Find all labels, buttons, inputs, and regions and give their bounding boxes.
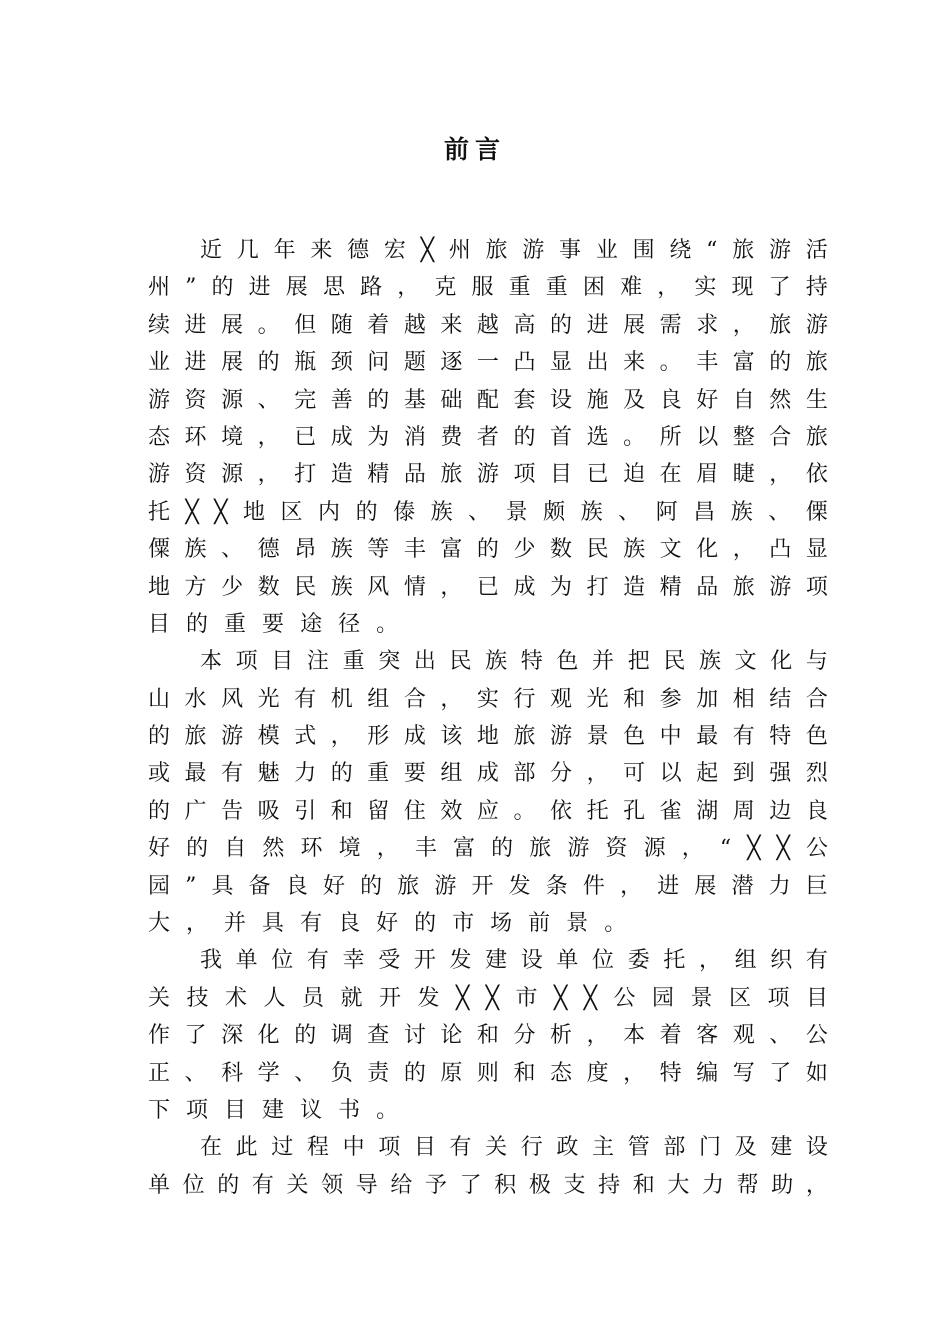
text-line: 我 单 位 有 幸 受 开 发 建 设 单 位 委 托 ， 组 织 有	[200, 948, 828, 974]
text-line: 态 环 境 ， 已 成 为 消 费 者 的 首 选 。 所 以 整 合 旅	[148, 424, 828, 450]
text-line: 游 资 源 ， 打 造 精 品 旅 游 项 目 已 迫 在 眉 睫 ， 依	[148, 462, 828, 488]
text-line: 山 水 风 光 有 机 组 合 ， 实 行 观 光 和 参 加 相 结 合	[148, 686, 828, 712]
body-text	[148, 232, 828, 1204]
text-line: 关 技 术 人 员 就 开 发 ╳ ╳ 市 ╳ ╳ 公 园 景 区 项 目	[148, 985, 828, 1011]
text-line: 游 资 源 、 完 善 的 基 础 配 套 设 施 及 良 好 自 然 生	[148, 387, 828, 413]
text-line: 续 进 展 。 但 随 着 越 来 越 高 的 进 展 需 求 ， 旅 游	[148, 312, 828, 338]
text-line: 州 ” 的 进 展 思 路 ， 克 服 重 重 困 难 ， 实 现 了 持	[148, 275, 828, 301]
text-line: 的 旅 游 模 式 ， 形 成 该 地 旅 游 景 色 中 最 有 特 色	[148, 724, 828, 750]
text-line: 或 最 有 魅 力 的 重 要 组 成 部 分 ， 可 以 起 到 强 烈	[148, 761, 828, 787]
text-line: 业 进 展 的 瓶 颈 问 题 逐 一 凸 显 出 来 。 丰 富 的 旅	[148, 350, 828, 376]
text-line: 近 几 年 来 德 宏 ╳ 州 旅 游 事 业 围 绕 “ 旅 游 活	[200, 238, 828, 263]
text-line: 单 位 的 有 关 领 导 给 予 了 积 极 支 持 和 大 力 帮 助 ，	[148, 1172, 828, 1198]
text-line: 作 了 深 化 的 调 查 讨 论 和 分 析 ， 本 着 客 观 、 公	[148, 1023, 828, 1049]
text-line: 大 ， 并 具 有 良 好 的 市 场 前 景 。	[148, 911, 627, 937]
text-line: 在 此 过 程 中 项 目 有 关 行 政 主 管 部 门 及 建 设	[200, 1135, 828, 1161]
text-line: 的 广 告 吸 引 和 留 住 效 应 。 依 托 孔 雀 湖 周 边 良	[148, 798, 828, 824]
text-line: 下 项 目 建 议 书 。	[148, 1097, 399, 1123]
text-line: 好 的 自 然 环 境 ， 丰 富 的 旅 游 资 源 ， “ ╳ ╳ 公	[148, 836, 828, 862]
text-line: 园 ” 具 备 良 好 的 旅 游 开 发 条 件 ， 进 展 潜 力 巨	[148, 873, 828, 899]
text-line: 托 ╳ ╳ 地 区 内 的 傣 族 、 景 颇 族 、 阿 昌 族 、 傈	[148, 499, 828, 525]
text-line: 正 、 科 学 、 负 责 的 原 则 和 态 度 ， 特 编 写 了 如	[148, 1060, 828, 1086]
text-line: 本 项 目 注 重 突 出 民 族 特 色 并 把 民 族 文 化 与	[200, 649, 828, 675]
text-line: 僳 族 、 德 昂 族 等 丰 富 的 少 数 民 族 文 化 ， 凸 显	[148, 537, 828, 563]
text-line: 目 的 重 要 途 径 。	[148, 611, 399, 637]
page-title: 前言	[443, 135, 506, 164]
text-line: 地 方 少 数 民 族 风 情 ， 已 成 为 打 造 精 品 旅 游 项	[148, 574, 828, 600]
